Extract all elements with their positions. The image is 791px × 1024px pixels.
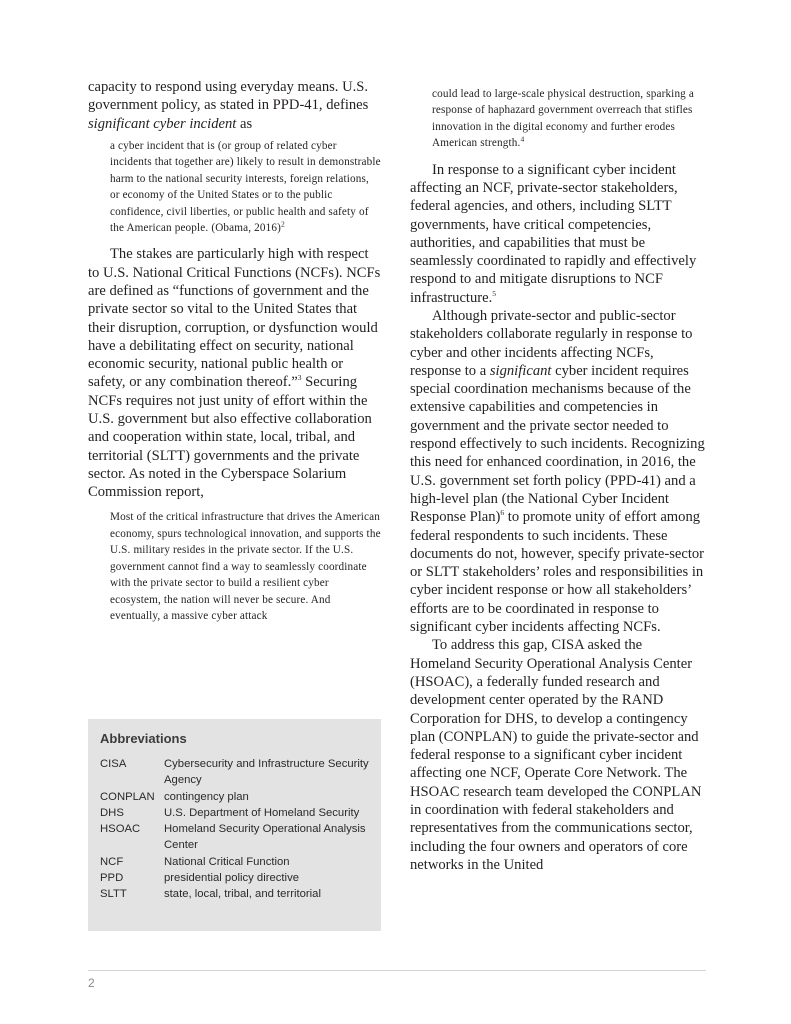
abbreviation-definition: Homeland Security Operational Analysis Center <box>164 823 366 852</box>
abbreviation-term: DHS <box>100 806 124 819</box>
text: as <box>236 115 253 132</box>
abbreviations-box <box>88 719 381 931</box>
footer-divider <box>88 970 706 971</box>
abbreviation-row <box>100 805 375 821</box>
abbreviation-term: PPD <box>100 872 124 885</box>
abbreviation-row <box>100 870 375 886</box>
left-column <box>88 78 381 624</box>
abbreviation-term: NCF <box>100 855 124 868</box>
abbreviation-row <box>100 756 375 789</box>
quote-text: a cyber incident that is (or group of related cyber incidents that together are) likely to result in demonstrable harm to the national security interests, foreign relations, or economy of the United States or to the public confidence, civil liberties, or public health and safety of the American people. (Obama, 2016) <box>110 139 381 234</box>
footnote-ref[interactable]: 3 <box>297 373 302 383</box>
abbreviations-title: Abbreviations <box>100 731 187 746</box>
abbreviation-term: SLTT <box>100 888 127 901</box>
footnote-ref[interactable]: 2 <box>281 219 285 229</box>
abbreviation-row <box>100 854 375 870</box>
abbreviation-row <box>100 789 375 805</box>
abbreviation-definition: contingency plan <box>164 790 249 803</box>
text: Although private-sector and public-sector stakeholders collaborate regularly in response to cyber and other incidents affecting NCFs, response to a <box>410 308 693 379</box>
abbreviation-definition: state, local, tribal, and territorial <box>164 888 321 901</box>
abbreviation-row <box>100 821 375 854</box>
paragraph-hsoac: To address this gap, CISA asked the Homeland Security Operational Analysis Center (HSOAC), a federally funded research and development center operated by the RAND Corporation for DHS, to develop a contingency plan (CONPLAN) to guide the private-sector and federal response to a significant cyber incident affecting one NCF, Operate Core Network. The HSOAC research team developed the CONPLAN in coordination with federal stakeholders and representatives from the communications sector, including the four owners and operators of core networks in the United <box>410 637 702 873</box>
right-column <box>410 86 706 874</box>
text: The stakes are particularly high with respect to U.S. National Critical Functions (NCFs). NCFs are defined as “functions of government and the private sector so vital to the United States that their disruption, corruption, or dysfunction would have a debilitating effect on security, national economic security, national public health or safety, or any combination thereof.” <box>88 246 381 391</box>
paragraph-response <box>410 161 706 307</box>
text: Securing NCFs requires not just unity of effort within the U.S. government but also effective collaboration and cooperation within state, local, tribal, and territorial (SLTT) governments and the private sector. As noted in the Cyberspace Solarium Commission report, <box>88 374 372 501</box>
quote-text: could lead to large-scale physical destruction, sparking a response of haphazard government overreach that stifles innovation in the digital economy and further erodes American strength. <box>432 88 694 150</box>
emphasis-term: significant cyber incident <box>88 115 237 132</box>
abbreviations-table <box>100 756 375 903</box>
paragraph-policy-definition <box>88 78 381 133</box>
abbreviation-term: CONPLAN <box>100 790 155 803</box>
abbreviation-term: HSOAC <box>100 823 141 836</box>
blockquote-ppd41 <box>110 138 381 236</box>
page-number: 2 <box>88 976 95 990</box>
abbreviation-definition: Cybersecurity and Infrastructure Security Agency <box>164 758 369 787</box>
abbreviation-definition: presidential policy directive <box>164 872 300 885</box>
abbreviation-term: CISA <box>100 758 127 770</box>
blockquote-continued <box>432 86 706 152</box>
paragraph-ncf-stakes <box>88 245 381 501</box>
emphasis-term: significant <box>489 362 552 379</box>
footnote-ref[interactable]: 4 <box>520 134 525 144</box>
abbreviation-row <box>100 886 375 902</box>
blockquote-solarium: Most of the critical infrastructure that drives the American economy, spurs technological innovation, and supports the U.S. military resides in the private sector. If the U.S. government cannot find a way to seamlessly coordinate with the private sector to build a resilient cyber ecosystem, the nation will never be secure. And eventually, a massive cyber attack <box>110 511 381 622</box>
text: to promote unity of effort among federal respondents to such incidents. These documents do not, however, specify private-sector or SLTT stakeholders’ roles and responsibilities in cyber incident response or how all stakeholders’ efforts are to be coordinated in response to significant cyber incidents affecting NCFs. <box>410 509 705 636</box>
footnote-ref[interactable]: 5 <box>492 288 497 298</box>
text: In response to a significant cyber incident affecting an NCF, private-sector stakeholders, federal agencies, and others, including SLTT governments, have critical competencies, authorities, and capabilities that must be seamlessly coordinated to rapidly and effectively respond to and mitigate disruptions to NCF infrastructure. <box>410 161 697 306</box>
text: cyber incident requires special coordination mechanisms because of the extensive capabilities and competencies in government and the private sector needed to respond effectively to such incidents. Recognizing this need for enhanced coordination, in 2016, the U.S. government set forth policy (PPD-41) and a high-level plan (the National Cyber Incident Response Plan) <box>410 362 705 526</box>
text: capacity to respond using everyday means. U.S. government policy, as stated in PPD-41, defines <box>88 79 369 114</box>
abbreviation-definition: National Critical Function <box>164 855 290 868</box>
paragraph-coordination <box>410 307 706 636</box>
footnote-ref[interactable]: 6 <box>500 508 505 518</box>
abbreviation-definition: U.S. Department of Homeland Security <box>164 806 360 819</box>
